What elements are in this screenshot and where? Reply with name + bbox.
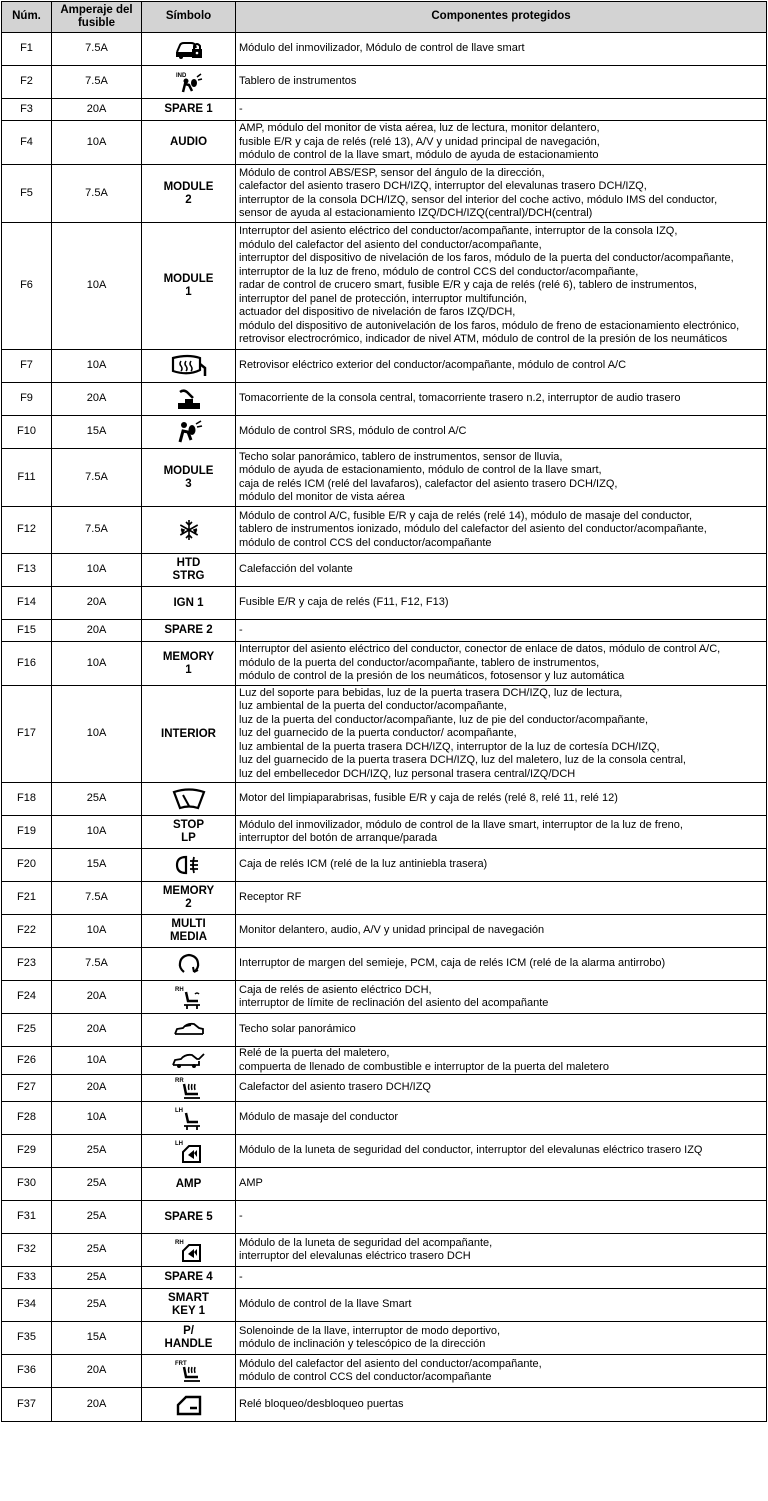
fuse-number: F36 xyxy=(2,1355,52,1388)
fuse-number: F27 xyxy=(2,1075,52,1102)
fuse-number: F24 xyxy=(2,981,52,1014)
symbol-label: AMP xyxy=(175,1177,202,1190)
fuse-number: F32 xyxy=(2,1234,52,1267)
fuse-row-f31 xyxy=(2,1201,767,1234)
svg-text:RH: RH xyxy=(174,987,184,993)
fuse-row-f27 xyxy=(2,1075,767,1102)
fuse-amperage: 25A xyxy=(52,1267,142,1289)
fuse-symbol xyxy=(142,223,236,350)
fuse-row-f1 xyxy=(2,33,767,66)
svg-text:FRT: FRT xyxy=(174,1361,187,1367)
fuse-symbol xyxy=(142,1047,236,1075)
fuse-number: F11 xyxy=(2,449,52,507)
fuse-row-f19 xyxy=(2,816,767,849)
fuse-row-f13 xyxy=(2,554,767,587)
door-lock-icon xyxy=(145,1394,232,1416)
fuse-amperage: 25A xyxy=(52,1168,142,1201)
fuse-number: F34 xyxy=(2,1289,52,1322)
fuse-amperage: 7.5A xyxy=(52,165,142,223)
fuse-row-f2 xyxy=(2,66,767,99)
fuse-number: F26 xyxy=(2,1047,52,1075)
header-row xyxy=(2,2,767,33)
symbol-label: MULTI MEDIA xyxy=(169,918,208,943)
protected-components: Módulo del calefactor del asiento del conductor/acompañante, módulo de control CCS del conductor/acompañante xyxy=(236,1355,767,1388)
fuse-row-f35 xyxy=(2,1322,767,1355)
fuse-symbol xyxy=(142,33,236,66)
fuse-row-f14 xyxy=(2,587,767,620)
fuse-symbol xyxy=(142,99,236,121)
symbol-label: SPARE 4 xyxy=(164,1271,213,1283)
symbol-label: MEMORY 1 xyxy=(162,650,215,676)
fuse-amperage: 7.5A xyxy=(52,948,142,981)
fuse-row-f37 xyxy=(2,1388,767,1422)
protected-components: Relé de la puerta del maletero, compuerta de llenado de combustible e interruptor de la puerta del maletero xyxy=(236,1047,767,1075)
fuse-symbol xyxy=(142,1201,236,1234)
fuse-number: F28 xyxy=(2,1102,52,1135)
fuse-number: F29 xyxy=(2,1135,52,1168)
symbol-label: P/ HANDLE xyxy=(164,1325,213,1350)
fuse-number: F35 xyxy=(2,1322,52,1355)
fuse-amperage: 10A xyxy=(52,1102,142,1135)
fuse-amperage: 15A xyxy=(52,849,142,882)
protected-components: Motor del limpiaparabrisas, fusible E/R y caja de relés (relé 8, relé 11, relé 12) xyxy=(236,783,767,816)
fuse-row-f28 xyxy=(2,1102,767,1135)
fuse-number: F3 xyxy=(2,99,52,121)
fuse-amperage: 25A xyxy=(52,1234,142,1267)
fuse-amperage: 20A xyxy=(52,383,142,416)
symbol-label: STOP LP xyxy=(172,819,205,844)
protected-components: Retrovisor eléctrico exterior del conductor/acompañante, módulo de control A/C xyxy=(236,350,767,383)
fuse-amperage: 20A xyxy=(52,587,142,620)
rear-fog-icon xyxy=(145,854,232,876)
fuse-symbol xyxy=(142,783,236,816)
fuse-symbol xyxy=(142,620,236,642)
fuse-number: F31 xyxy=(2,1201,52,1234)
frt-seat-heater-icon xyxy=(145,1358,232,1384)
protected-components: Fusible E/R y caja de relés (F11, F12, F13) xyxy=(236,587,767,620)
fuse-row-f30 xyxy=(2,1168,767,1201)
fuse-symbol xyxy=(142,121,236,165)
fuse-amperage: 7.5A xyxy=(52,66,142,99)
mirror-heater-icon xyxy=(145,354,232,378)
fuse-symbol xyxy=(142,1267,236,1289)
fuse-row-f16 xyxy=(2,642,767,686)
fuse-row-f4 xyxy=(2,121,767,165)
protected-components: Módulo del inmovilizador, Módulo de control de llave smart xyxy=(236,33,767,66)
fuse-row-f26 xyxy=(2,1047,767,1075)
fuse-number: F6 xyxy=(2,223,52,350)
fuse-symbol xyxy=(142,1102,236,1135)
header-symbol: Símbolo xyxy=(142,2,236,33)
fuse-symbol xyxy=(142,507,236,554)
fuse-row-f33 xyxy=(2,1267,767,1289)
fuse-number: F5 xyxy=(2,165,52,223)
header-num: Núm. xyxy=(2,2,52,33)
symbol-label: HTD STRG xyxy=(172,557,205,582)
fuse-amperage: 10A xyxy=(52,121,142,165)
fuse-amperage: 25A xyxy=(52,1289,142,1322)
fuse-symbol xyxy=(142,1388,236,1422)
svg-text:LH: LH xyxy=(174,1141,183,1147)
fuse-symbol xyxy=(142,816,236,849)
protected-components: Módulo del inmovilizador, módulo de control de la llave smart, interruptor de la luz de freno, interruptor del botón de arranque/parada xyxy=(236,816,767,849)
wiper-icon xyxy=(145,788,232,810)
fuse-symbol xyxy=(142,849,236,882)
fuse-symbol xyxy=(142,416,236,449)
fuse-amperage: 10A xyxy=(52,223,142,350)
fuse-row-f15 xyxy=(2,620,767,642)
fuse-amperage: 25A xyxy=(52,1135,142,1168)
protected-components: Módulo de la luneta de seguridad del conductor, interruptor del elevalunas eléctrico trasero IZQ xyxy=(236,1135,767,1168)
symbol-label: MODULE 1 xyxy=(163,273,214,298)
fuse-table xyxy=(1,1,767,1422)
fuse-row-f12 xyxy=(2,507,767,554)
svg-text:IND: IND xyxy=(175,73,186,79)
fuse-number: F25 xyxy=(2,1014,52,1047)
protected-components: Módulo de control ABS/ESP, sensor del ángulo de la dirección, calefactor del asiento trasero DCH/IZQ, interruptor del elevalunas trasero DCH/IZQ, interruptor de la consola DCH/IZQ, sensor del interior del coche activo, módulo IMS del conductor, sensor de ayuda al estacionamiento IZQ/DCH/IZQ(central)/DCH(central) xyxy=(236,165,767,223)
ind-airbag-icon xyxy=(145,70,232,94)
rr-seat-heater-icon xyxy=(145,1075,232,1101)
fuse-symbol xyxy=(142,1075,236,1102)
protected-components: Solenoinde de la llave, interruptor de modo deportivo, módulo de inclinación y telescópico de la dirección xyxy=(236,1322,767,1355)
fuse-table-body xyxy=(2,33,767,1422)
header-components: Componentes protegidos xyxy=(236,2,767,33)
fuse-amperage: 10A xyxy=(52,350,142,383)
svg-text:LH: LH xyxy=(174,1108,183,1114)
fuse-number: F30 xyxy=(2,1168,52,1201)
fuse-amperage: 20A xyxy=(52,1014,142,1047)
fuse-row-f29 xyxy=(2,1135,767,1168)
fuse-number: F14 xyxy=(2,587,52,620)
fuse-amperage: 7.5A xyxy=(52,882,142,915)
fuse-number: F2 xyxy=(2,66,52,99)
fuse-row-f22 xyxy=(2,915,767,948)
fuse-amperage: 10A xyxy=(52,554,142,587)
fuse-row-f18 xyxy=(2,783,767,816)
protected-components: - xyxy=(236,99,767,121)
fuse-amperage: 20A xyxy=(52,1388,142,1422)
fuse-symbol xyxy=(142,1014,236,1047)
lh-window-icon xyxy=(145,1138,232,1164)
fuse-number: F15 xyxy=(2,620,52,642)
fuse-number: F23 xyxy=(2,948,52,981)
fuse-symbol xyxy=(142,981,236,1014)
fuse-number: F22 xyxy=(2,915,52,948)
protected-components: Módulo de control A/C, fusible E/R y caja de relés (relé 14), módulo de masaje del conductor, tablero de instrumentos ionizado, módulo del calefactor del asiento del conductor/acompañante, módulo de control CCS del conductor/acompañante xyxy=(236,507,767,554)
fuse-symbol xyxy=(142,642,236,686)
symbol-label: MODULE 3 xyxy=(163,464,214,490)
fuse-number: F33 xyxy=(2,1267,52,1289)
fuse-row-f36 xyxy=(2,1355,767,1388)
protected-components: Calefacción del volante xyxy=(236,554,767,587)
fuse-row-f34 xyxy=(2,1289,767,1322)
fuse-amperage: 10A xyxy=(52,816,142,849)
fuse-symbol xyxy=(142,1168,236,1201)
fuse-symbol xyxy=(142,1289,236,1322)
circular-arrow-icon xyxy=(145,952,232,976)
fuse-amperage: 20A xyxy=(52,981,142,1014)
fuse-amperage: 15A xyxy=(52,416,142,449)
symbol-label: IGN 1 xyxy=(173,596,204,609)
fuse-amperage: 20A xyxy=(52,1075,142,1102)
fuse-number: F7 xyxy=(2,350,52,383)
protected-components: Interruptor del asiento eléctrico del conductor/acompañante, interruptor de la consola IZQ, módulo del calefactor del asiento del conductor/acompañante, interruptor del dispositivo de nivelación de los faros, módulo de la puerta del conductor/acompañante, interruptor de la luz de freno, módulo de control CCS del conductor/acompañante, radar de control de crucero smart, fusible E/R y caja de relés (relé 6), tablero de instrumentos, interruptor del panel de protección, interruptor multifunción, actuador del dispositivo de nivelación de faros IZQ/DCH, módulo del dispositivo de autonivelación de los faros, módulo de freno de estacionamiento electrónico, retrovisor electrocrómico, indicador de nivel ATM, módulo de control de la presión de los neumáticos xyxy=(236,223,767,350)
protected-components: Módulo de la luneta de seguridad del acompañante, interruptor del elevalunas eléctrico trasero DCH xyxy=(236,1234,767,1267)
protected-components: AMP xyxy=(236,1168,767,1201)
fuse-row-f23 xyxy=(2,948,767,981)
fuse-amperage: 7.5A xyxy=(52,33,142,66)
protected-components: Calefactor del asiento trasero DCH/IZQ xyxy=(236,1075,767,1102)
fuse-row-f10 xyxy=(2,416,767,449)
fuse-number: F16 xyxy=(2,642,52,686)
fuse-number: F10 xyxy=(2,416,52,449)
svg-text:RR: RR xyxy=(174,1078,184,1084)
fuse-amperage: 7.5A xyxy=(52,449,142,507)
symbol-label: MEMORY 2 xyxy=(162,885,215,910)
protected-components: Interruptor del asiento eléctrico del conductor, conector de enlace de datos, módulo de control A/C, módulo de la puerta del conductor/acompañante, tablero de instrumentos, módulo de control de la presión de los neumáticos, fotosensor y luz automática xyxy=(236,642,767,686)
protected-components: Tablero de instrumentos xyxy=(236,66,767,99)
protected-components: Luz del soporte para bebidas, luz de la puerta trasera DCH/IZQ, luz de lectura, luz ambiental de la puerta del conductor/acompañante, luz de la puerta del conductor/acompañante, luz de pie del conductor/acompañante, luz del guarnecido de la puerta conductor/ acompañante, luz ambiental de la puerta trasera DCH/IZQ, interruptor de la luz de cortesía DCH/IZQ, luz del guarnecido de la puerta trasera DCH/IZQ, luz del maletero, luz de la consola central, luz del embellecedor DCH/IZQ, luz personal trasera central/IZQ/DCH xyxy=(236,686,767,783)
fuse-number: F4 xyxy=(2,121,52,165)
airbag-icon xyxy=(145,420,232,444)
trunk-open-icon xyxy=(145,1052,232,1070)
fuse-amperage: 25A xyxy=(52,1201,142,1234)
protected-components: Techo solar panorámico xyxy=(236,1014,767,1047)
fuse-row-f24 xyxy=(2,981,767,1014)
fuse-number: F19 xyxy=(2,816,52,849)
fuse-number: F13 xyxy=(2,554,52,587)
protected-components: Caja de relés de asiento eléctrico DCH, interruptor de límite de reclinación del asiento del acompañante xyxy=(236,981,767,1014)
protected-components: Receptor RF xyxy=(236,882,767,915)
fuse-symbol xyxy=(142,948,236,981)
symbol-label: INTERIOR xyxy=(161,727,216,740)
symbol-label: AUDIO xyxy=(169,136,208,148)
fuse-amperage: 15A xyxy=(52,1322,142,1355)
protected-components: Tomacorriente de la consola central, tomacorriente trasero n.2, interruptor de audio trasero xyxy=(236,383,767,416)
fuse-symbol xyxy=(142,350,236,383)
protected-components: - xyxy=(236,1267,767,1289)
rh-window-icon xyxy=(145,1237,232,1263)
fuse-amperage: 20A xyxy=(52,99,142,121)
snowflake-icon xyxy=(145,518,232,542)
fuse-symbol xyxy=(142,1355,236,1388)
fuse-row-f20 xyxy=(2,849,767,882)
fuse-symbol xyxy=(142,915,236,948)
fuse-amperage: 10A xyxy=(52,642,142,686)
fuse-symbol xyxy=(142,449,236,507)
lh-seat-icon xyxy=(145,1105,232,1131)
fuse-row-f32 xyxy=(2,1234,767,1267)
fuse-row-f6 xyxy=(2,223,767,350)
protected-components: Módulo de control de la llave Smart xyxy=(236,1289,767,1322)
rh-power-seat-icon xyxy=(145,984,232,1010)
protected-components: Caja de relés ICM (relé de la luz antiniebla trasera) xyxy=(236,849,767,882)
fuse-number: F20 xyxy=(2,849,52,882)
fuse-symbol xyxy=(142,686,236,783)
fuse-row-f9 xyxy=(2,383,767,416)
fuse-symbol xyxy=(142,882,236,915)
fuse-row-f11 xyxy=(2,449,767,507)
fuse-symbol xyxy=(142,383,236,416)
symbol-label: SPARE 1 xyxy=(164,103,213,115)
fuse-symbol xyxy=(142,66,236,99)
fuse-symbol xyxy=(142,554,236,587)
fuse-amperage: 20A xyxy=(52,620,142,642)
fuse-row-f17 xyxy=(2,686,767,783)
fuse-amperage: 25A xyxy=(52,783,142,816)
fuse-amperage: 7.5A xyxy=(52,507,142,554)
fuse-symbol xyxy=(142,587,236,620)
fuse-row-f3 xyxy=(2,99,767,121)
fuse-amperage: 20A xyxy=(52,1355,142,1388)
header-amp: Amperaje del fusible xyxy=(52,2,142,33)
protected-components: Monitor delantero, audio, A/V y unidad principal de navegación xyxy=(236,915,767,948)
protected-components: Relé bloqueo/desbloqueo puertas xyxy=(236,1388,767,1422)
fuse-symbol xyxy=(142,1322,236,1355)
fuse-number: F18 xyxy=(2,783,52,816)
symbol-label: SMART KEY 1 xyxy=(168,1292,209,1317)
fuse-symbol xyxy=(142,1234,236,1267)
symbol-label: SPARE 2 xyxy=(164,624,213,636)
fuse-amperage: 10A xyxy=(52,915,142,948)
fuse-symbol xyxy=(142,1135,236,1168)
fuse-symbol xyxy=(142,165,236,223)
fuse-number: F9 xyxy=(2,383,52,416)
power-outlet-icon xyxy=(145,387,232,411)
protected-components: AMP, módulo del monitor de vista aérea, luz de lectura, monitor delantero, fusible E/R y caja de relés (relé 13), A/V y unidad principal de navegación, módulo de control de la llave smart, módulo de ayuda de estacionamiento xyxy=(236,121,767,165)
protected-components: - xyxy=(236,620,767,642)
protected-components: Interruptor de margen del semieje, PCM, caja de relés ICM (relé de la alarma antirrobo) xyxy=(236,948,767,981)
sunroof-car-icon xyxy=(145,1021,232,1039)
protected-components: Techo solar panorámico, tablero de instrumentos, sensor de lluvia, módulo de ayuda de estacionamiento, módulo de control de la llave smart, caja de relés ICM (relé del lavafaros), calefactor del asiento trasero DCH/IZQ, módulo del monitor de vista aérea xyxy=(236,449,767,507)
fuse-amperage: 10A xyxy=(52,686,142,783)
fuse-row-f7 xyxy=(2,350,767,383)
symbol-label: SPARE 5 xyxy=(164,1210,213,1223)
fuse-amperage: 10A xyxy=(52,1047,142,1075)
protected-components: Módulo de masaje del conductor xyxy=(236,1102,767,1135)
symbol-label: MODULE 2 xyxy=(163,180,214,206)
svg-text:RH: RH xyxy=(174,1240,184,1246)
fuse-row-f25 xyxy=(2,1014,767,1047)
protected-components: Módulo de control SRS, módulo de control A/C xyxy=(236,416,767,449)
protected-components: - xyxy=(236,1201,767,1234)
immobilizer-lock-icon xyxy=(145,38,232,60)
fuse-row-f21 xyxy=(2,882,767,915)
fuse-number: F17 xyxy=(2,686,52,783)
fuse-number: F1 xyxy=(2,33,52,66)
fuse-number: F12 xyxy=(2,507,52,554)
fuse-number: F21 xyxy=(2,882,52,915)
fuse-row-f5 xyxy=(2,165,767,223)
fuse-number: F37 xyxy=(2,1388,52,1422)
